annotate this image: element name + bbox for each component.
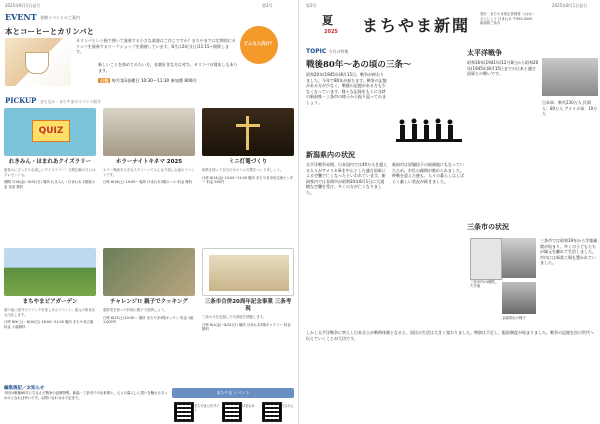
qr-code-icon[interactable] [222,402,242,422]
coffee-photo [5,38,71,86]
card-title: まちやまピアガーデン [22,299,78,305]
page-number: 第3号 [262,3,273,8]
quiz-image [4,108,96,156]
lantern-post-icon [246,116,249,150]
qr-label: れきみん [281,404,294,408]
section-heading-niigata: 新潟県内の状況 [306,150,355,159]
publisher-info: 発行：まちやま指定管理者 つばめ・さんじょう ほまれあ 〒955-0000 新潟県三条市 [480,12,536,26]
pickup-subtitle: まちなか・まちやまのイベント紹介 [40,99,101,104]
quiz-sign-icon: QUIZ [32,120,70,142]
editor-notes-text: 今回は戦後80年にちなんだ戦争の記憶特集。新潟・三条市での出来事と、人々の暮らしに思いを馳せるきっかけとなれば幸いです。お問い合わせは下記まで。 [4,391,168,400]
pickup-card-exhibit[interactable] [202,248,294,332]
feature-lead: 昭和20年(1945年)8月15日、戦争が終わりました。今年で80年が経ちます。戦争の記憶がある方が少なく、戦後の記憶がある方も少なくなっています。様々な記録をもとに当時の新潟県・三条市の様子から振り返ってみましょう。 [306,72,387,105]
event-info-label: 日程 [100,78,109,83]
right-page [302,0,600,424]
card-info: 期間 7/18(金)~8/31(日) 場所 れきみん・ほまれあ 1階展示室 参加 無料 [4,180,95,189]
footer-banner: まちやま イベント [172,388,294,398]
garden-image [4,248,96,296]
pickup-title: PICKUP [5,96,37,105]
event-note: 新しいことを初めてみたい方、音楽好きな方はぜひ。カリンバの貸出しもあります。 [98,62,238,73]
page-number: 第3号 [306,3,317,8]
casualty-stats: 日本軍：戦死230万人 民間人：80万人 アメリカ軍：10万人 [542,100,598,116]
closing-text: しかし太平洋戦争に突入し日本全土が戦時体制となると、国民の生活は大きく変わりました。物資は不足し、配給制度が始まりました。戦争の記憶を次の世代へ伝えていくことが大切です。 [306,330,594,341]
pickup-card-quiz[interactable] [4,108,96,189]
left-page [0,0,299,424]
card-title: れきみん・ほまれあクイズラリー [8,159,92,165]
card-info: 日時 8/23(土)10:30〜 場所 まちやま3階キッチン 料金 1組1,000円 [103,315,194,325]
warplanes-photo [542,58,598,96]
card-description: 夏野菜を使った料理に親子で挑戦しよう。 [103,308,168,312]
event-heading: 本とコーヒーとカリンバと [5,27,95,36]
metal-collection-photo [502,282,536,314]
metal-caption: 金属供出の様子 [502,316,526,320]
newspaper-title: まちやま新聞 [362,16,471,35]
pickup-card-lantern[interactable] [202,108,294,185]
cooking-image [103,248,195,296]
topic-label [306,48,348,55]
evacuation-map [470,238,502,280]
card-title: ホラーナイトキネマ 2025 [115,159,183,165]
pickup-card-garden[interactable] [4,248,96,329]
topic-text: TOPIC [306,48,327,55]
feature-headline: 戦後80年〜あの頃の三条〜 [306,60,412,70]
audience-badge: どんな人向け？ [240,26,278,64]
qr-label: ほまれあ [242,404,255,408]
pickup-card-horror[interactable] [103,108,195,185]
card-title: ミニ灯篭づくり [228,159,268,165]
horror-image [103,108,195,156]
soldiers-silhouette-icon [396,112,462,144]
event-description: カリンバという指で弾いて演奏する小さな楽器はご存じですか？まちやまでは定期的にカリンバを演奏するワークショップを開催しています。8月は24日(日)11:15~開催します。 [76,38,236,54]
event-section-title: EVENT [5,12,37,22]
card-info: 日時 8/1(金)~8/31(日) 場所 ほまれあ2階ギャラリー 料金 無料 [202,322,291,332]
issue-date: 2025年8月1日発行 [552,3,588,8]
section-heading-sanjo: 三条市の状況 [467,222,509,231]
pacific-body: 昭和16年(1941年)12月8日から昭和20年(1945年)8月15日までの日本と連合国軍との戦いです。 [467,60,539,76]
sanjo-body: 三条市では昭和19年から学童疎開が始まり、多くの子どもたちが親元を離れて生活しました。市内には軍需工場も置かれていました。 [540,238,598,265]
niigata-body: 太平洋戦争末期、日本国内では40万人を超える人々がアメリカ軍を中心とした連合国軍による空襲で亡くなったといわれています。新潟県内では長岡市が昭和20年8月1日に大規模な空襲を受け、多くの方が亡くなりました。 [306,162,388,195]
evacuation-photo [502,238,536,278]
card-description: 夏の夜に屋外でドリンクを楽しめるイベント。地元の飲食店も出店します。 [4,308,96,317]
niigata-body-2: 新潟市は原爆投下の候補地にもなっていたため、市民の疎開が進められました。終戦を迎えた後も、人々の暮らしはしばらく厳しい状況が続きました。 [392,162,464,184]
topic-subtitle: 今月の特集 [328,49,349,54]
lantern-image [202,108,294,156]
event-section-subtitle: 各館イベントのご案内 [40,15,80,20]
qr-code-icon[interactable] [174,402,194,422]
card-description: ホラー映画を大きなスクリーンでみんなで楽しむ夜のイベントです。 [103,168,195,177]
qr-label: まちやま公式サイト [194,404,220,413]
section-heading-pacific: 太平洋戦争 [467,48,502,57]
card-description: 三条の今を記録した写真展を開催します。 [202,315,267,319]
event-info [98,78,197,84]
editor-notes [4,385,169,400]
card-title: 三条市合併20周年記念事業 三条考現 [204,299,292,312]
card-title: チャレンジ!! 親子でクッキング [110,299,188,305]
evacuation-caption: 三条市内の疎開した学童 [470,280,498,289]
season-year: 2025 [324,29,338,35]
exhibit-poster [202,248,294,296]
card-description: 和紙を使って自分だけのミニ灯篭をつくりましょう。 [202,168,284,172]
season-mark: 夏 [322,14,333,27]
card-description: 夏休みにぴったりな楽しいクイズラリー！全問正解の方にはプレゼントも。 [4,168,96,177]
event-info-text: 毎月第3金曜日 10:30〜11:30 参加費 800円 [111,78,197,83]
editor-notes-title: 編集後記／お知らせ [4,386,45,391]
pickup-card-cooking[interactable] [103,248,195,325]
card-info: 日時 8/16(土) 19:00~ 場所 ほまれあ3階ホール 料金 無料 [103,180,193,185]
poster-photo [209,255,289,291]
card-info: 日時 8/9(土)・8/10(日) 16:00~21:00 場所 まちやま広場 料金 入場無料 [4,320,94,329]
lantern-bar-icon [236,124,260,127]
card-info: 日時 8/14(金) 10:00~11:00 場所 まちやま市民交流センター 料金 500円 [202,175,294,185]
qr-code-icon[interactable] [262,402,282,422]
coffee-cup-icon [25,52,49,74]
issue-date: 2025年8月1日発行 [5,3,41,8]
